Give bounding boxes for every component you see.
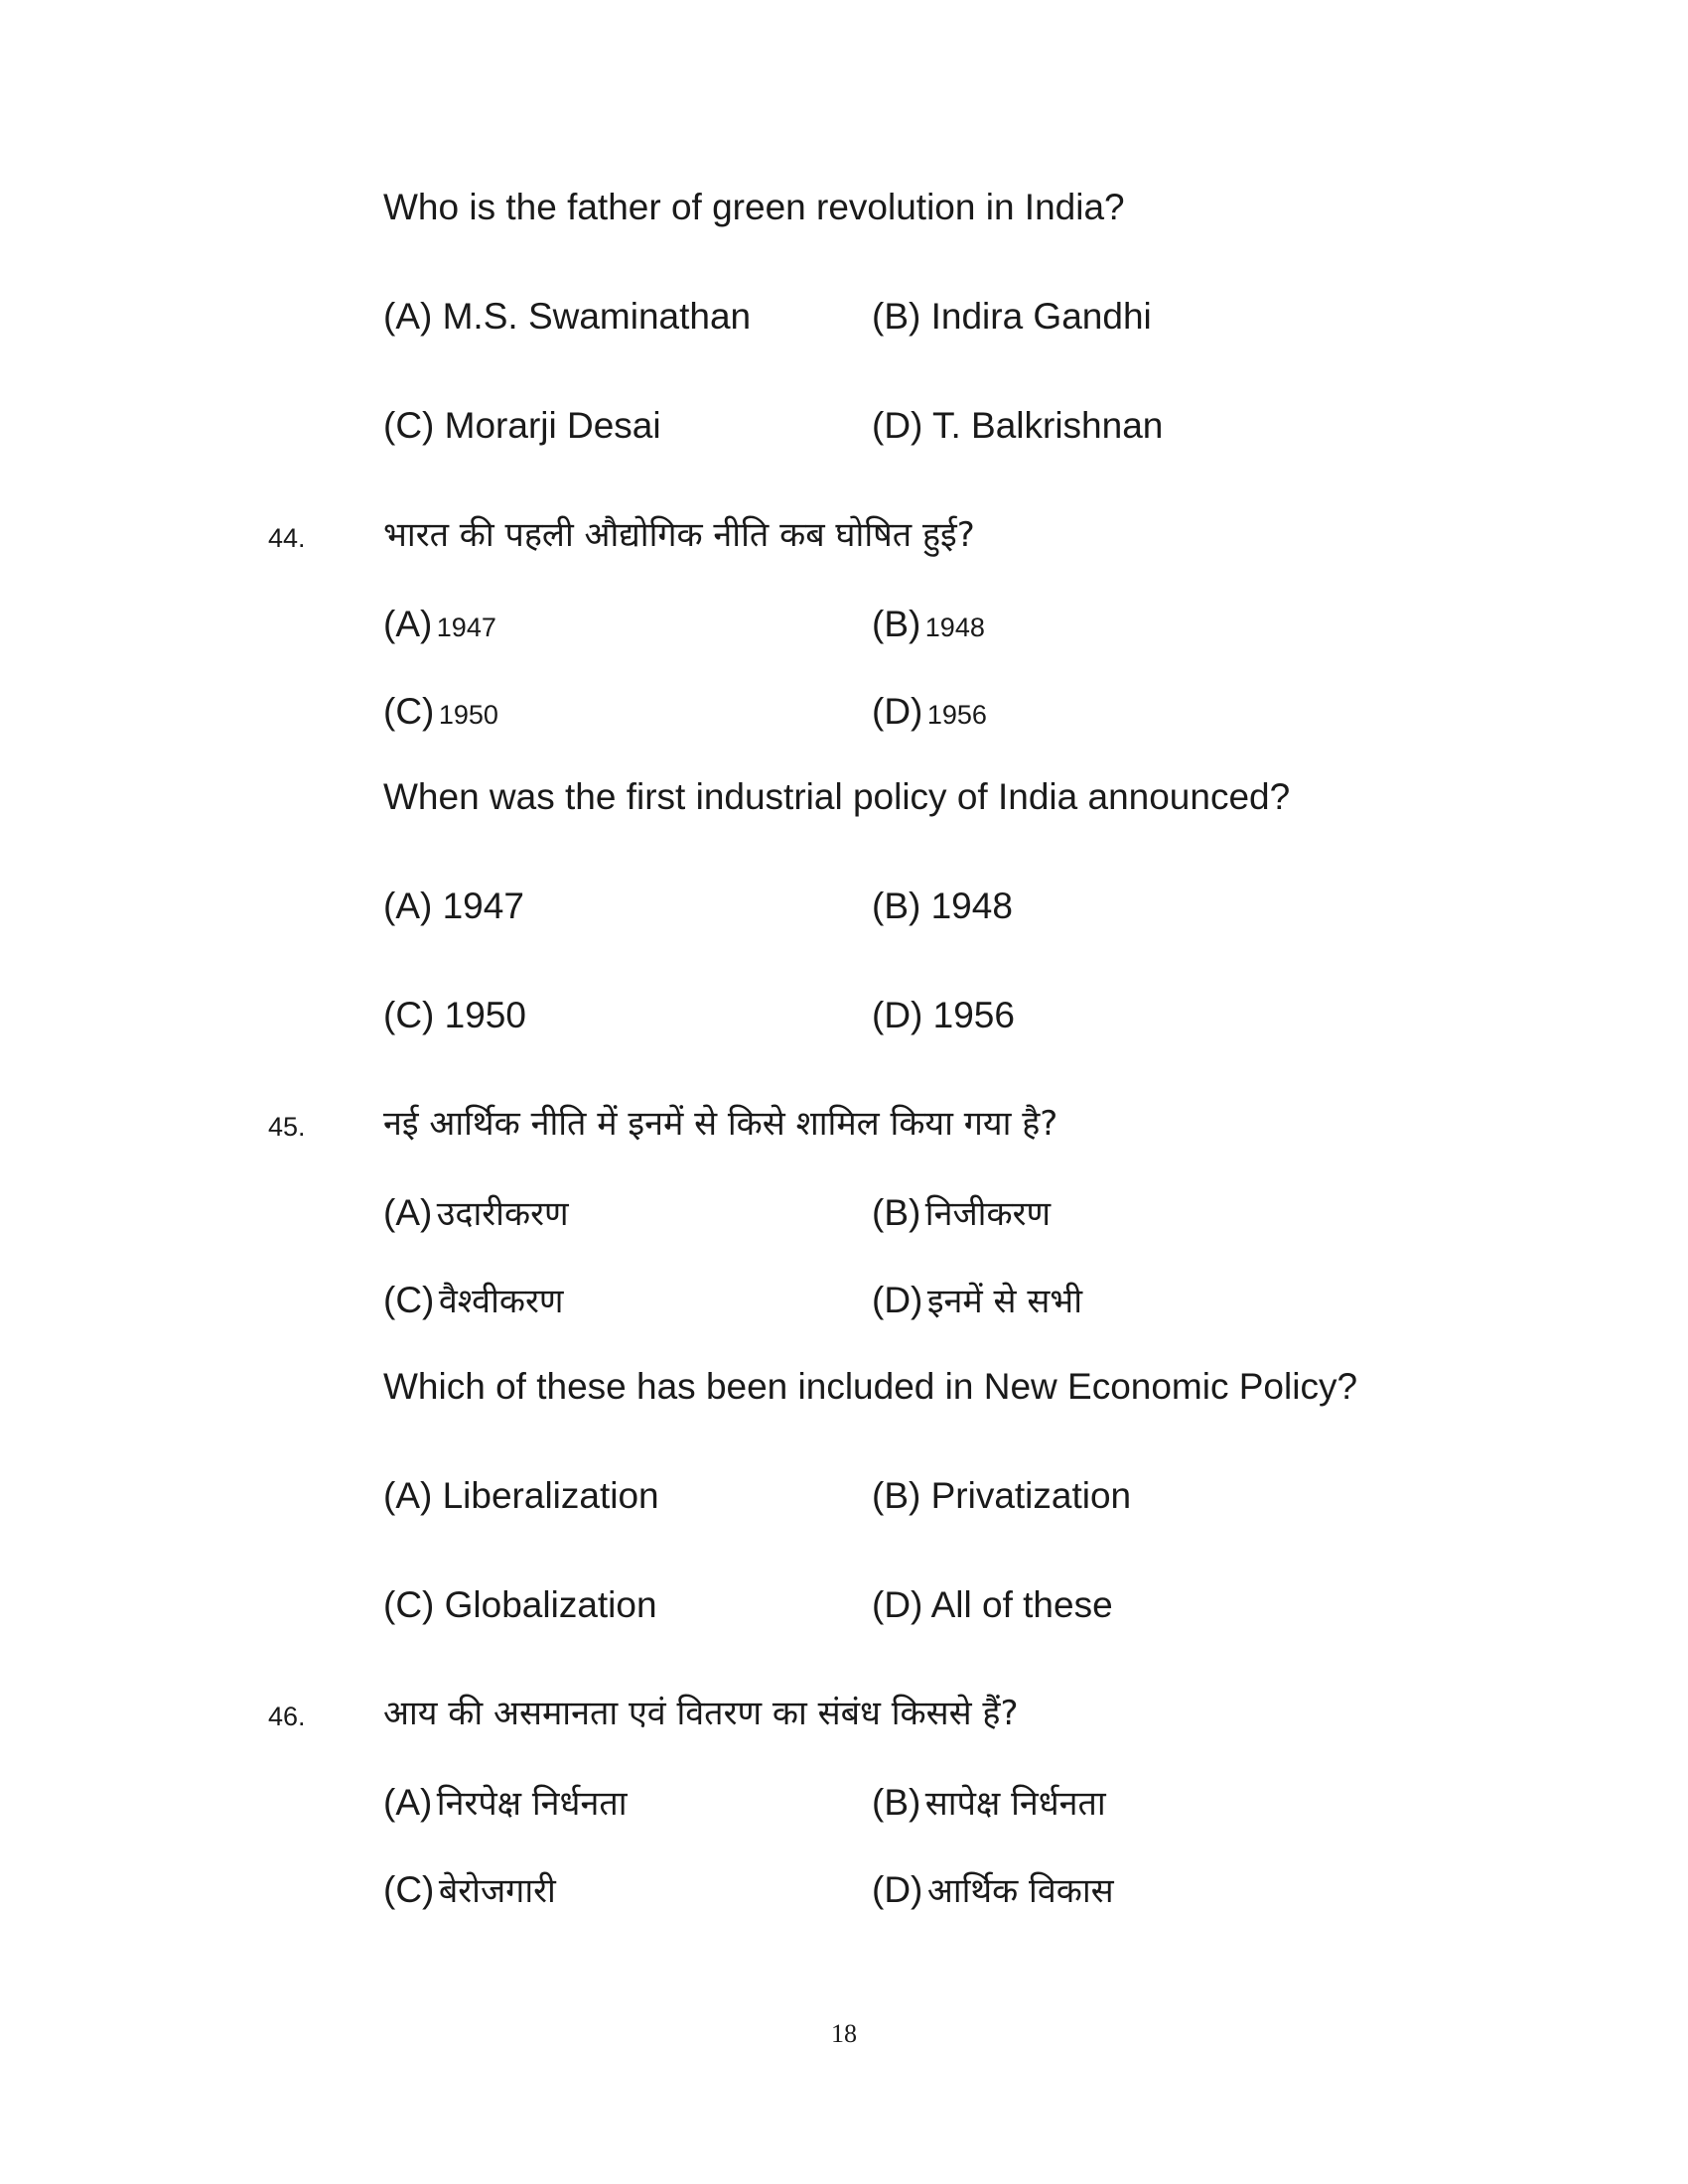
option-label: (D) [872,691,923,732]
q44-option-c-hi [383,693,498,730]
q45-option-c-hi [383,1280,564,1321]
option-label: (C) [383,691,435,732]
option-label: (A) [383,604,433,644]
option-label: (A) [383,1192,433,1233]
q44-option-a-en: (A) 1947 [383,886,524,926]
q43-option-a-en: (A) M.S. Swaminathan [383,296,752,337]
q44-option-a-hi [383,606,496,642]
q44-option-d-hi [872,693,987,730]
q45-option-d-hi [872,1280,1083,1321]
option-label: (C) [383,1280,435,1320]
option-value: 1956 [926,700,987,730]
option-value: 1950 [438,700,498,730]
q45-option-b-en: (B) Privatization [872,1475,1132,1516]
question-45-text-hi: नई आर्थिक नीति में इनमें से किसे शामिल किया गया है? [383,1104,1058,1144]
q45-option-a-hi [383,1192,569,1234]
q45-option-b-hi [872,1192,1052,1234]
option-value: 1948 [924,613,985,642]
option-value: बेरोजगारी [438,1871,556,1911]
q44-option-b-hi [872,606,985,642]
option-value: सापेक्ष निर्धनता [924,1784,1106,1824]
q45-option-a-en: (A) Liberalization [383,1475,659,1516]
q43-option-b-en: (B) Indira Gandhi [872,296,1152,337]
question-46-text-hi: आय की असमानता एवं वितरण का संबंध किससे हैं? [383,1694,1019,1733]
option-label: (B) [872,604,921,644]
page-number: 18 [831,2019,857,2048]
question-45-number: 45. [268,1112,306,1142]
q46-option-d-hi [872,1869,1114,1911]
question-44-text-en: When was the first industrial policy of India announced? [383,776,1291,817]
q44-option-b-en: (B) 1948 [872,886,1013,926]
option-value: उदारीकरण [436,1194,569,1234]
q45-option-d-en: (D) All of these [872,1584,1113,1625]
option-label: (C) [383,1869,435,1910]
question-45-text-en: Which of these has been included in New Economic Policy? [383,1366,1358,1407]
option-value: आर्थिक विकास [926,1871,1114,1911]
q44-option-d-en: (D) 1956 [872,995,1015,1035]
question-43-text-en: Who is the father of green revolution in India? [383,187,1125,227]
option-value: निजीकरण [924,1194,1052,1234]
q46-option-b-hi [872,1782,1106,1824]
option-value: वैश्वीकरण [438,1282,564,1321]
option-value: 1947 [436,613,496,642]
option-label: (A) [383,1782,433,1823]
q43-option-d-en: (D) T. Balkrishnan [872,405,1164,446]
question-44-number: 44. [268,523,306,553]
q45-option-c-en: (C) Globalization [383,1584,657,1625]
option-label: (B) [872,1192,921,1233]
q44-option-c-en: (C) 1950 [383,995,526,1035]
option-value: इनमें से सभी [926,1282,1083,1321]
question-46-number: 46. [268,1702,306,1731]
question-44-text-hi: भारत की पहली औद्योगिक नीति कब घोषित हुई? [383,515,975,555]
q46-option-c-hi [383,1869,556,1911]
q43-option-c-en: (C) Morarji Desai [383,405,661,446]
option-label: (D) [872,1869,923,1910]
q46-option-a-hi [383,1782,628,1824]
option-label: (B) [872,1782,921,1823]
option-label: (D) [872,1280,923,1320]
option-value: निरपेक्ष निर्धनता [436,1784,628,1824]
